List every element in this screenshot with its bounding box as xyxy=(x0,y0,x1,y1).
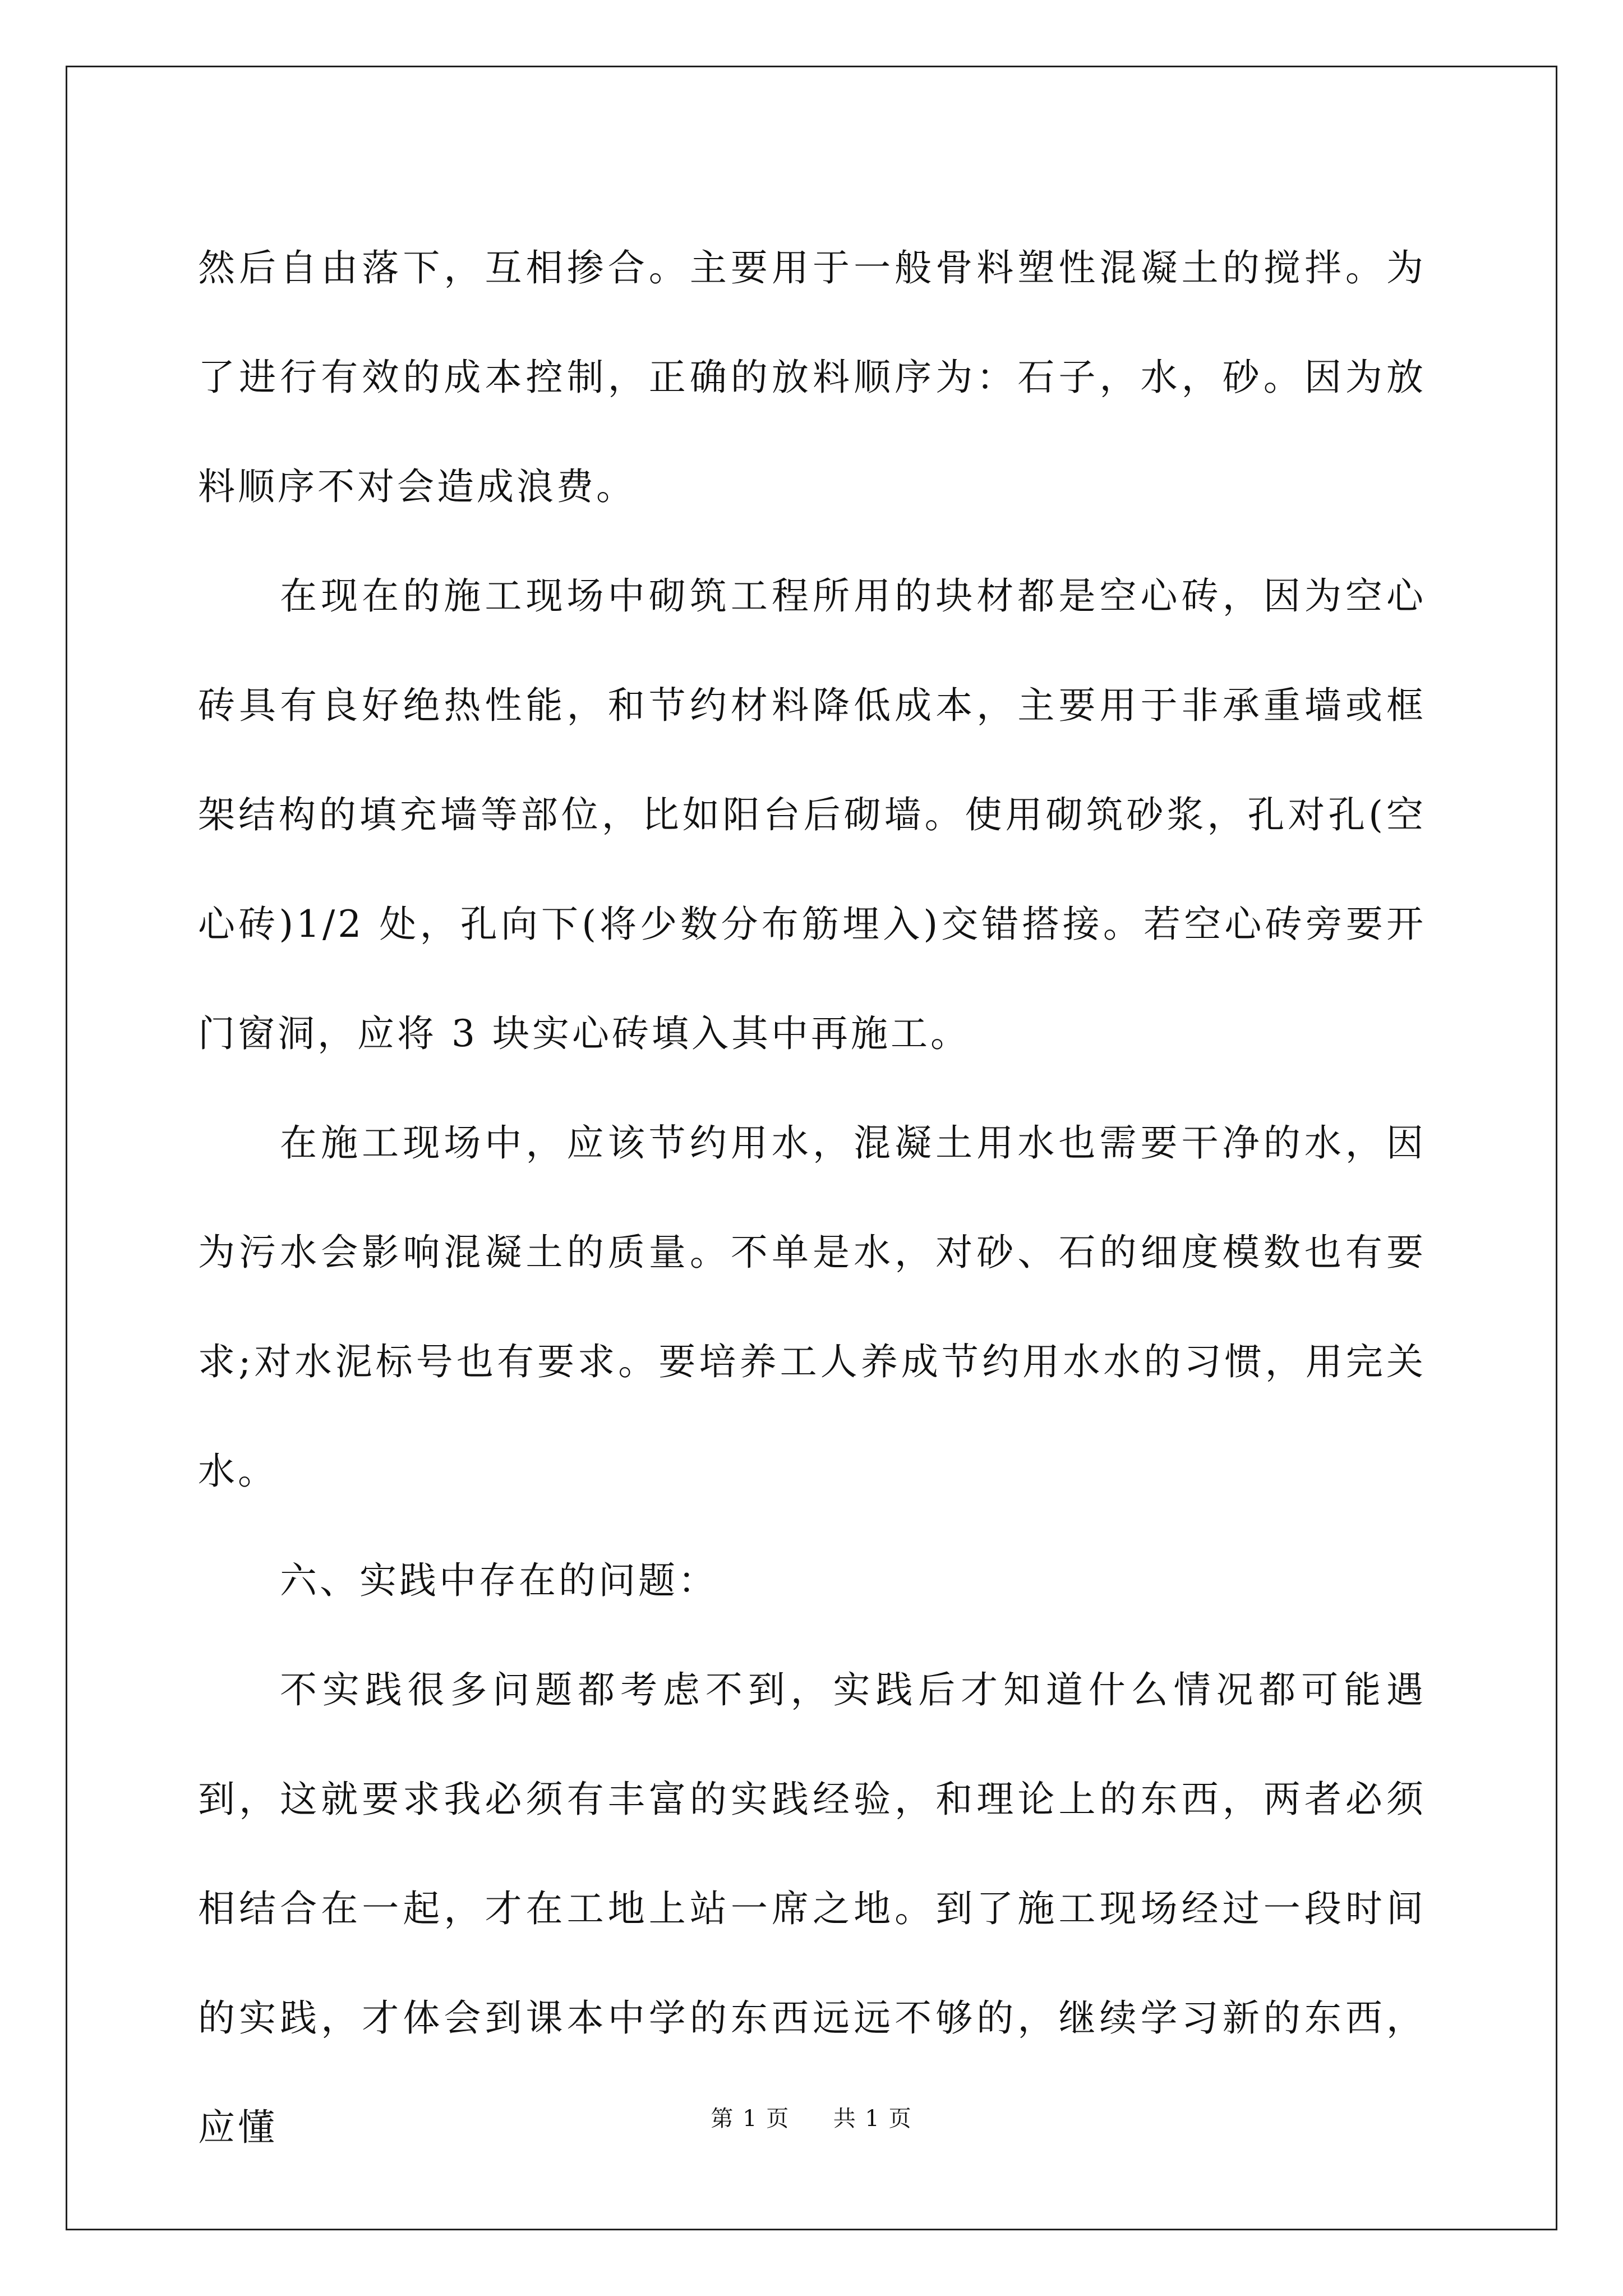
page-total: 共 1 页 xyxy=(833,2106,912,2132)
section-heading: 六、实践中存在的问题： xyxy=(280,1559,718,1602)
document-body xyxy=(198,213,1426,2182)
paragraph-5: 不实践很多问题都考虑不到，实践后才知道什么情况都可能遇到，这就要求我必须有丰富的实践经验，和理论上的东西，两者必须相结合在一起，才在工地上站一席之地。到了施工现场经过一段时间的实践，才体会到课本中学的东西远远不够的，继续学习新的东西，应懂 xyxy=(198,1668,1426,2149)
page-number: 第 1 页 xyxy=(711,2106,790,2132)
paragraph-3: 在施工现场中，应该节约用水，混凝土用水也需要干净的水，因为污水会影响混凝土的质量。不单是水，对砂、石的细度模数也有要求;对水泥标号也有要求。要培养工人养成节约用水水的习惯，用完关水。 xyxy=(198,1121,1426,1493)
page-footer xyxy=(0,2101,1623,2133)
paragraph-1: 然后自由落下，互相掺合。主要用于一般骨料塑性混凝土的搅拌。为了进行有效的成本控制，正确的放料顺序为：石子，水，砂。因为放料顺序不对会造成浪费。 xyxy=(198,246,1426,508)
paragraph-2: 在现在的施工现场中砌筑工程所用的块材都是空心砖，因为空心砖具有良好绝热性能，和节约材料降低成本，主要用于非承重墙或框架结构的填充墙等部位，比如阳台后砌墙。使用砌筑砂浆，孔对孔(空心砖)1/2 处，孔向下(将少数分布筋埋入)交错搭接。若空心砖旁要开门窗洞，应将 3 块实心砖填入其中再施工。 xyxy=(198,574,1426,1055)
